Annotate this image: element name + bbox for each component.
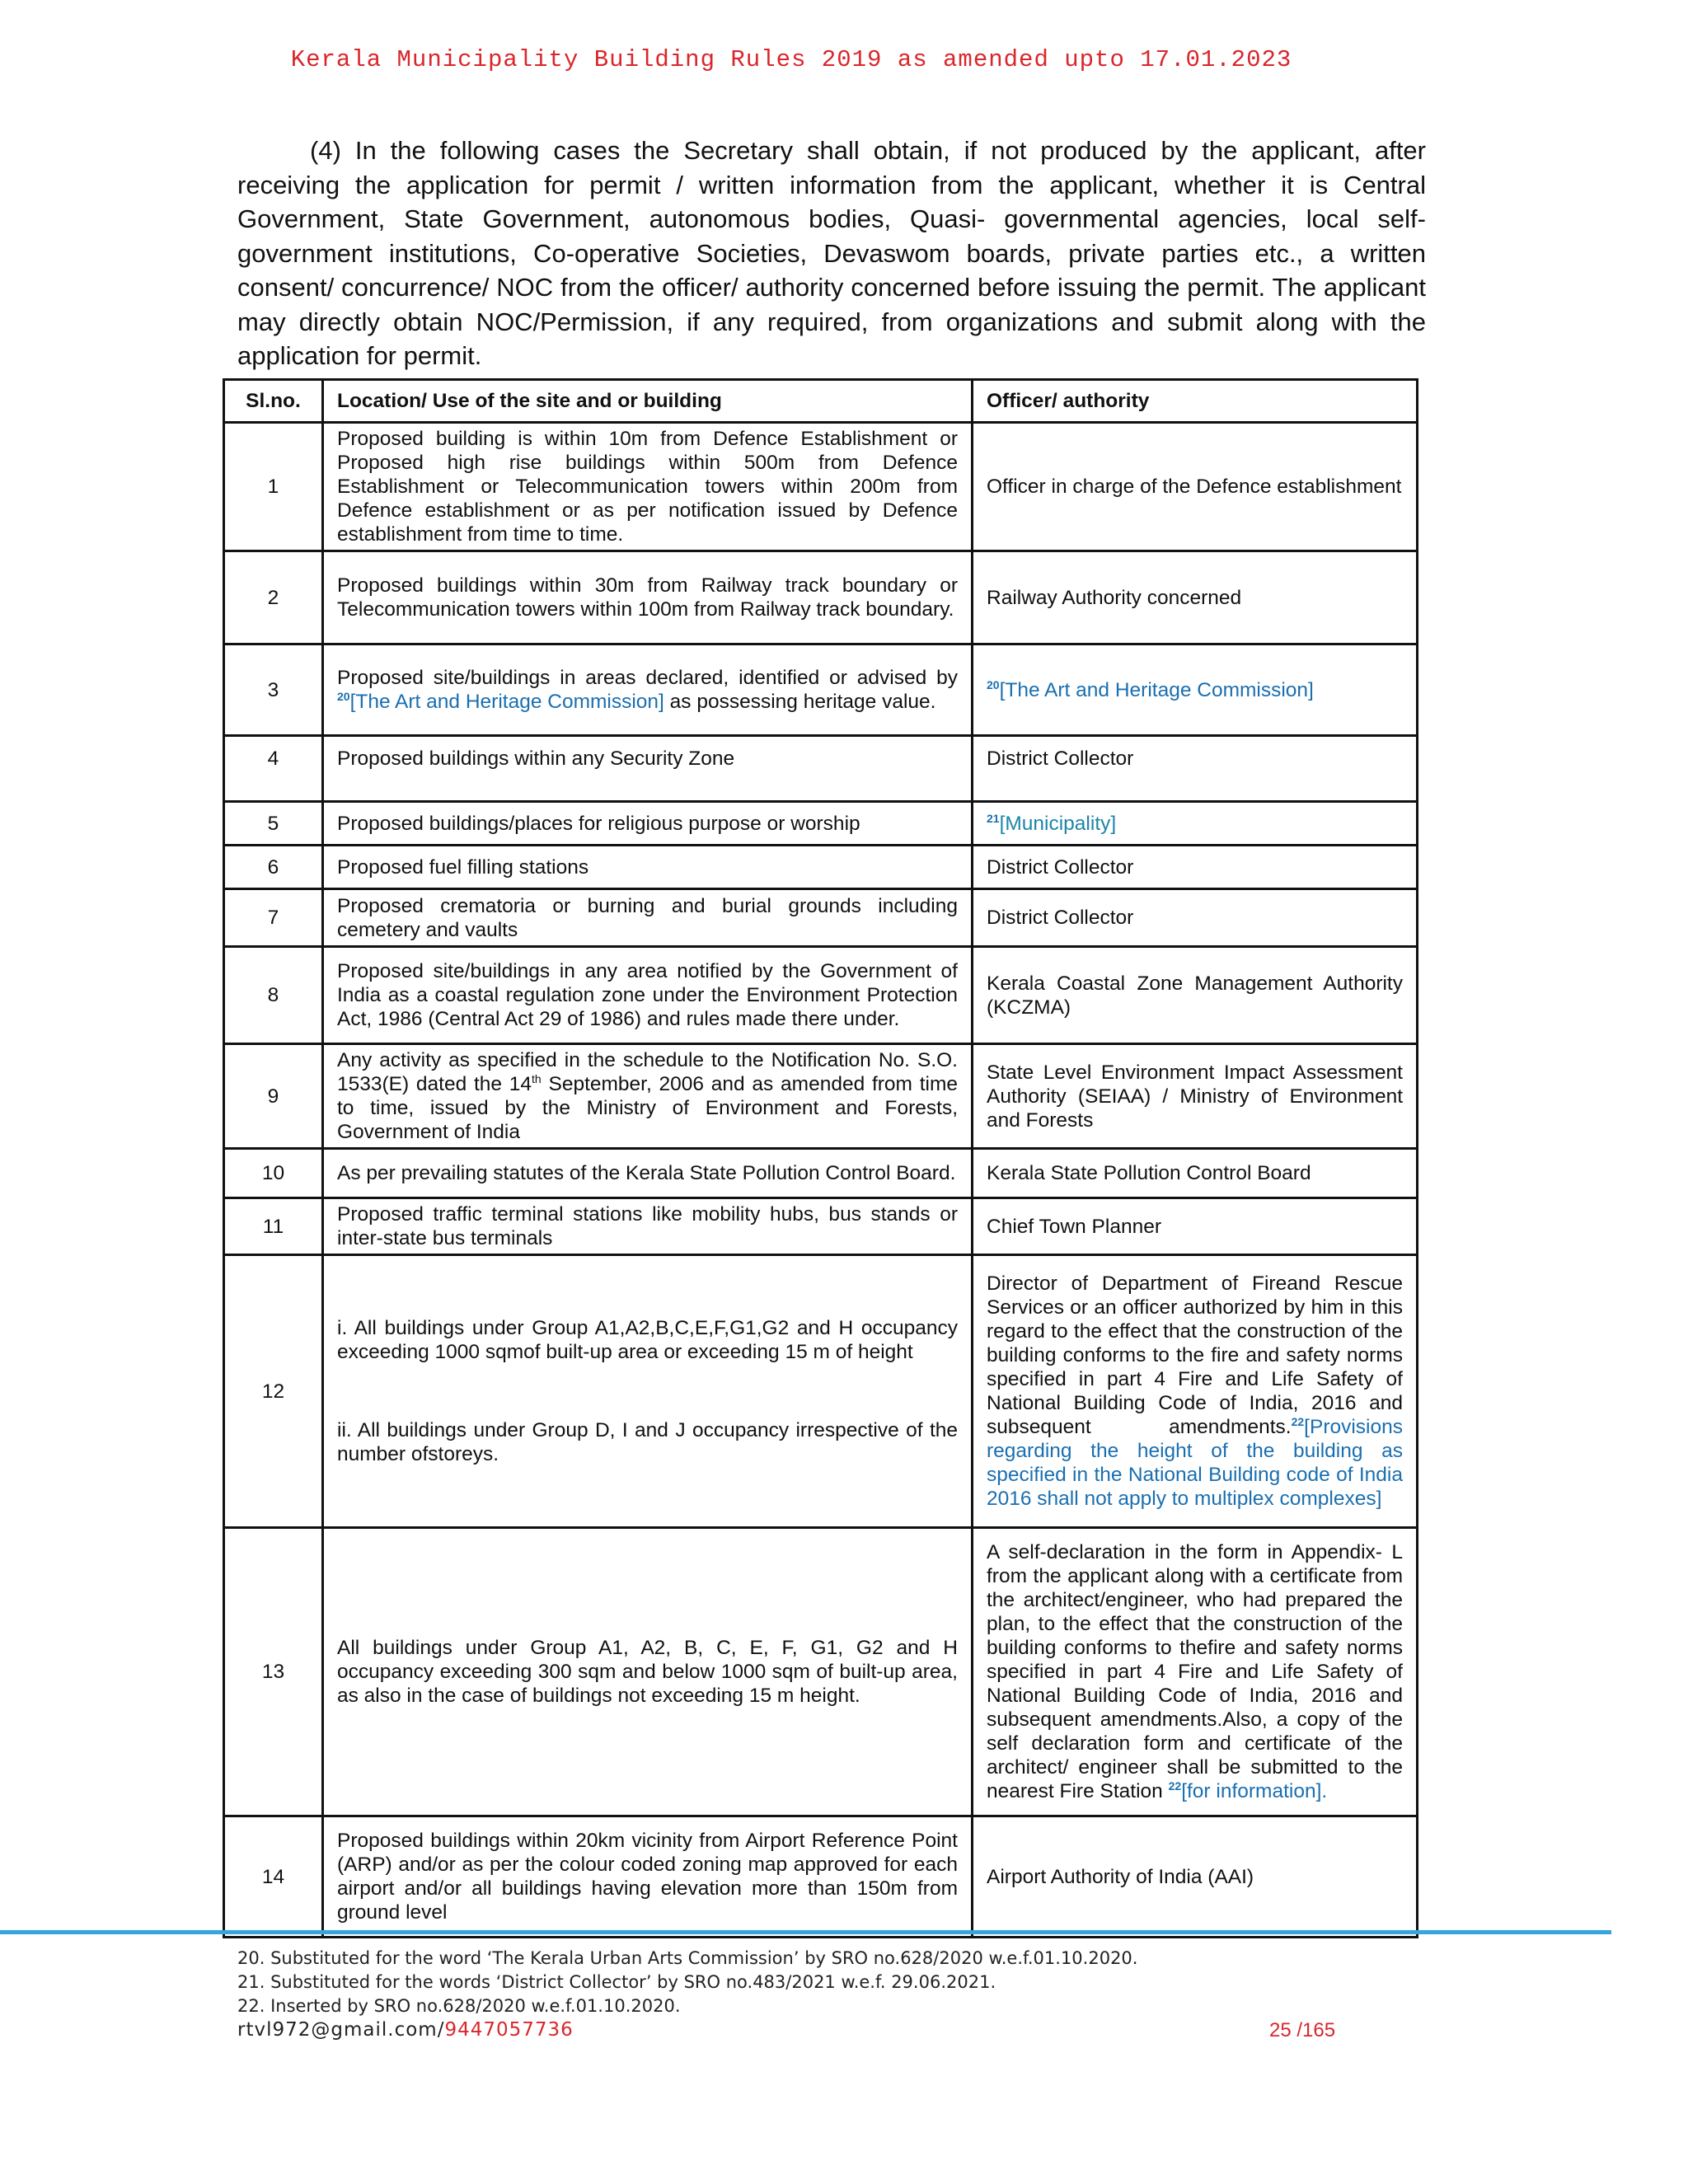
- table-row: [224, 644, 1418, 736]
- table-row: [224, 423, 1418, 551]
- table-row: [224, 551, 1418, 644]
- header-sl-no: Sl.no.: [224, 380, 323, 423]
- table-row: [224, 846, 1418, 889]
- row-location: Proposed building is within 10m from Defence Establishment or Proposed high rise buildings within 500m from Defence Establishment or Telecommunication towers within 200m from Defence establishment or as per notification issued by Defence establishment from time to time.: [323, 423, 973, 551]
- intro-paragraph: [237, 134, 1426, 373]
- row-officer: Airport Authority of India (AAI): [973, 1816, 1418, 1938]
- footnotes: [237, 1947, 1474, 2018]
- amended-text-link[interactable]: [for information].: [1181, 1780, 1328, 1802]
- row-number: 7: [224, 889, 323, 947]
- row-number: 8: [224, 947, 323, 1044]
- page-header-title: Kerala Municipality Building Rules 2019 as amended upto 17.01.2023: [290, 46, 1292, 73]
- row-location: Proposed crematoria or burning and burial grounds including cemetery and vaults: [323, 889, 973, 947]
- row-officer: District Collector: [973, 736, 1418, 802]
- row-location: Proposed fuel filling stations: [323, 846, 973, 889]
- row-location: Proposed buildings within 30m from Railway track boundary or Telecommunication towers within 100m from Railway track boundary.: [323, 551, 973, 644]
- row-number: 6: [224, 846, 323, 889]
- location-text: Proposed site/buildings in areas declared, identified or advised by: [337, 667, 958, 689]
- row-location: Proposed traffic terminal stations like mobility hubs, bus stands or inter-state bus terminals: [323, 1198, 973, 1255]
- row-location: All buildings under Group A1, A2, B, C, E, F, G1, G2 and H occupancy exceeding 300 sqm and below 1000 sqm of built-up area, as also in the case of buildings not exceeding 15 m height.: [323, 1528, 973, 1816]
- row-officer: [973, 802, 1418, 846]
- row-number: 3: [224, 644, 323, 736]
- amended-text-link[interactable]: [The Art and Heritage Commission]: [999, 678, 1314, 701]
- table-row: [224, 802, 1418, 846]
- footer-contact: [237, 2019, 574, 2041]
- footnote-22: 22. Inserted by SRO no.628/2020 w.e.f.01.10.2020.: [237, 1996, 681, 2016]
- row-officer: [973, 1528, 1418, 1816]
- row-officer: [973, 1255, 1418, 1528]
- row-number: 9: [224, 1044, 323, 1149]
- row-location: [323, 1044, 973, 1149]
- row-number: 4: [224, 736, 323, 802]
- footer-divider: [0, 1930, 1611, 1934]
- row-officer: Kerala Coastal Zone Management Authority (KCZMA): [973, 947, 1418, 1044]
- table-header-row: [224, 380, 1418, 423]
- intro-text: (4) In the following cases the Secretary shall obtain, if not produced by the applicant, after receiving the application for permit / written information from the applicant, whether it is Central Government, State Government, autonomous bodies, Quasi- governmental agencies, local self-government institutions, Co-operative Societies, Devaswom boards, private parties etc., a written consent/ concurrence/ NOC from the officer/ authority concerned before issuing the permit. The applicant may directly obtain NOC/Permission, if any required, from organizations and submit along with the application for permit.: [237, 136, 1426, 370]
- table-row: [224, 947, 1418, 1044]
- amended-text-link[interactable]: [The Art and Heritage Commission]: [349, 691, 664, 713]
- footnote-20: 20. Substituted for the word ‘The Kerala Urban Arts Commission’ by SRO no.628/2020 w.e.f.01.10.2020.: [237, 1948, 1138, 1968]
- row-officer: District Collector: [973, 889, 1418, 947]
- row-location: As per prevailing statutes of the Kerala State Pollution Control Board.: [323, 1149, 973, 1198]
- footnote-ref-22: 22: [1168, 1779, 1182, 1793]
- footnote-ref-21: 21: [987, 811, 1000, 825]
- amended-text-link[interactable]: [Provisions regarding the height of the building as specified in the National Building code of India 2016 shall not apply to multiplex complexes]: [987, 1416, 1403, 1510]
- footnote-ref-20: 20: [337, 689, 350, 703]
- row-location: Proposed site/buildings in any area notified by the Government of India as a coastal regulation zone under the Environment Protection Act, 1986 (Central Act 29 of 1986) and rules made there under.: [323, 947, 973, 1044]
- row-number: 14: [224, 1816, 323, 1938]
- contact-email[interactable]: rtvl972@gmail.com/: [237, 2019, 445, 2041]
- table-row: [224, 889, 1418, 947]
- location-text: Any activity as specified in the schedule to the Notification No. S.O. 1533(E) dated the 14: [337, 1049, 958, 1095]
- noc-authority-table: [223, 378, 1418, 1938]
- table-row: [224, 1044, 1418, 1149]
- table-row: [224, 1528, 1418, 1816]
- row-officer: Officer in charge of the Defence establishment: [973, 423, 1418, 551]
- location-text: as possessing heritage value.: [663, 691, 936, 713]
- contact-phone[interactable]: 9447057736: [444, 2019, 574, 2041]
- location-text: September, 2006 and as amended from time to time, issued by the Ministry of Environment and Forests, Government of India: [337, 1073, 959, 1143]
- row-number: 11: [224, 1198, 323, 1255]
- header-location: Location/ Use of the site and or building: [323, 380, 973, 423]
- row-location: [323, 1255, 973, 1528]
- table-row: [224, 1198, 1418, 1255]
- clause-spacer: [337, 1364, 958, 1418]
- amended-text-link[interactable]: [Municipality]: [999, 812, 1117, 835]
- row-officer: Chief Town Planner: [973, 1198, 1418, 1255]
- footnote-21: 21. Substituted for the words ‘District Collector’ by SRO no.483/2021 w.e.f. 29.06.2021.: [237, 1972, 996, 1992]
- footnote-ref-22: 22: [1291, 1414, 1305, 1428]
- row-location: [323, 644, 973, 736]
- location-clause-i: i. All buildings under Group A1,A2,B,C,E,F,G1,G2 and H occupancy exceeding 1000 sqmof built-up area or exceeding 15 m of height: [337, 1317, 958, 1363]
- table-row: [224, 1816, 1418, 1938]
- row-number: 12: [224, 1255, 323, 1528]
- table-row: [224, 736, 1418, 802]
- row-location: Proposed buildings within any Security Zone: [323, 736, 973, 802]
- ordinal-suffix: th: [532, 1071, 542, 1085]
- table-row: [224, 1149, 1418, 1198]
- row-number: 5: [224, 802, 323, 846]
- row-number: 2: [224, 551, 323, 644]
- row-location: Proposed buildings/places for religious purpose or worship: [323, 802, 973, 846]
- page-number: 25 /165: [1269, 2019, 1336, 2041]
- location-clause-ii: ii. All buildings under Group D, I and J occupancy irrespective of the number ofstoreys.: [337, 1419, 958, 1465]
- row-number: 1: [224, 423, 323, 551]
- row-officer: Railway Authority concerned: [973, 551, 1418, 644]
- footnote-ref-20: 20: [987, 677, 1000, 691]
- row-location: Proposed buildings within 20km vicinity from Airport Reference Point (ARP) and/or as per the colour coded zoning map approved for each airport and/or all buildings having elevation more than 150m from ground level: [323, 1816, 973, 1938]
- officer-text: A self-declaration in the form in Appendix- L from the applicant along with a certificate from the architect/engineer, who had prepared the plan, to the effect that the construction of the building conforms to thefire and safety norms specified in part 4 Fire and Life Safety of National Building Code of India, 2016 and subsequent amendments.Also, a copy of the self declaration form and certificate of the architect/ engineer shall be submitted to the nearest Fire Station: [987, 1541, 1403, 1802]
- row-officer: District Collector: [973, 846, 1418, 889]
- header-officer: Officer/ authority: [973, 380, 1418, 423]
- officer-text: Director of Department of Fireand Rescue Services or an officer authorized by him in this regard to the effect that the construction of the building conforms to the fire and safety norms specified in part 4 Fire and Life Safety of National Building Code of India, 2016 and subsequent amendments.: [987, 1272, 1403, 1438]
- table-row: [224, 1255, 1418, 1528]
- row-officer: State Level Environment Impact Assessment Authority (SEIAA) / Ministry of Environment and Forests: [973, 1044, 1418, 1149]
- row-officer: [973, 644, 1418, 736]
- row-number: 10: [224, 1149, 323, 1198]
- row-officer: Kerala State Pollution Control Board: [973, 1149, 1418, 1198]
- row-number: 13: [224, 1528, 323, 1816]
